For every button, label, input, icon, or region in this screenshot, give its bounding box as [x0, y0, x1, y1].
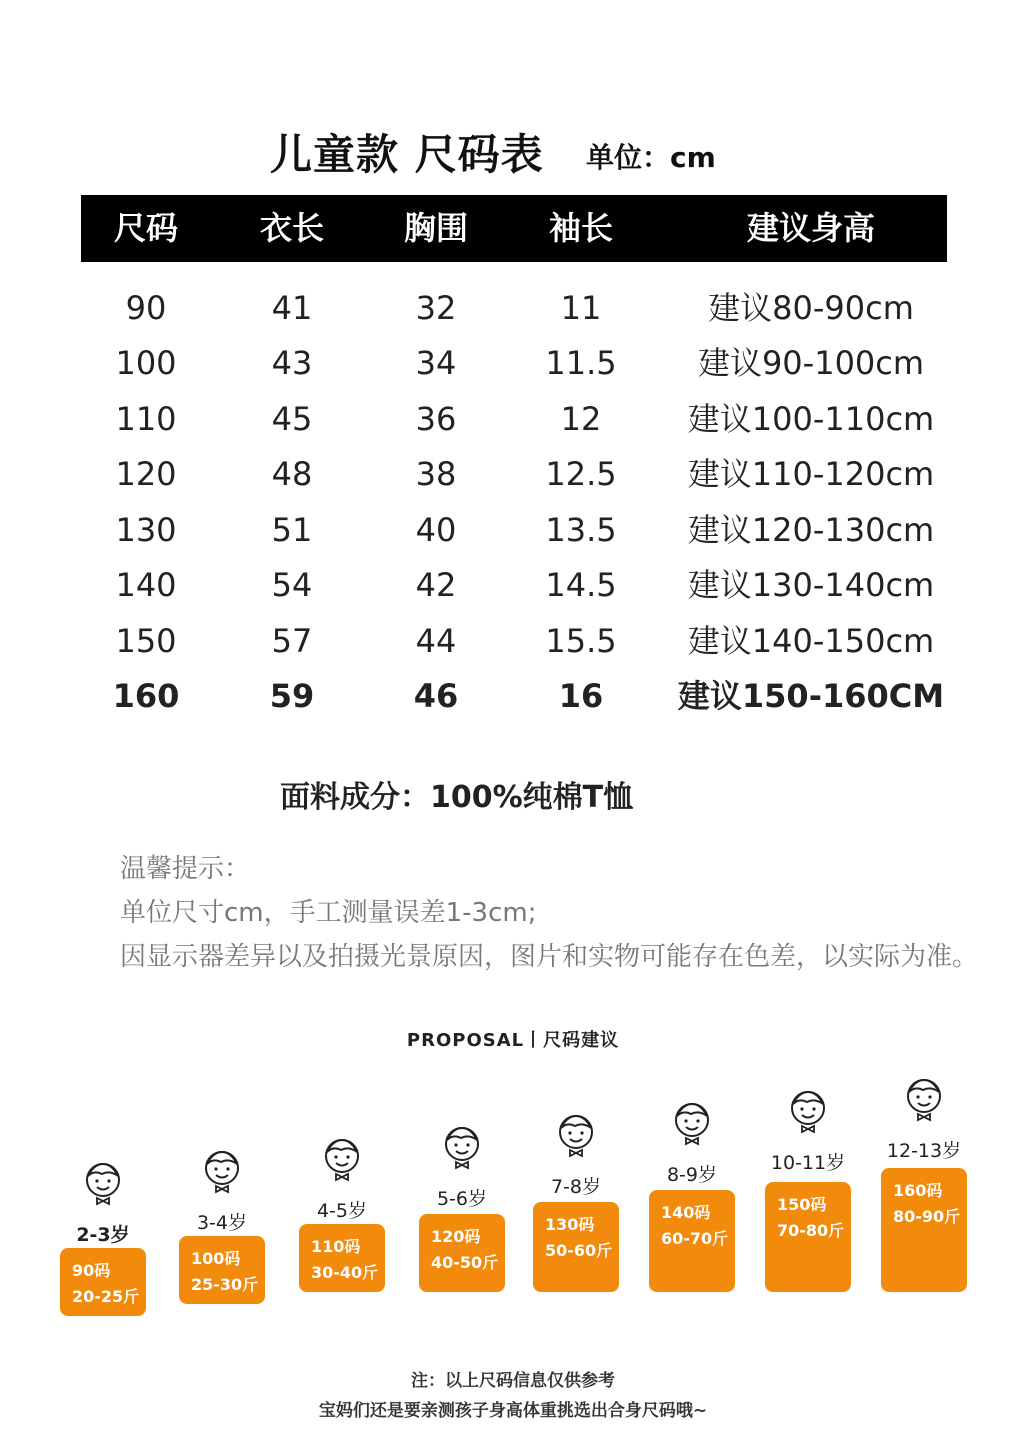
- header-length: 衣长: [259, 209, 324, 247]
- child-face-icon: [319, 1136, 365, 1182]
- note-line-1: 注：以上尺码信息仅供参考: [411, 1371, 615, 1391]
- weight-label: 50-60斤: [545, 1241, 613, 1260]
- age-label: 10-11岁: [770, 1152, 846, 1174]
- cell-sleeve: 11.5: [545, 344, 617, 382]
- cell-sleeve: 14.5: [545, 566, 617, 604]
- cell-sleeve: 13.5: [545, 511, 617, 549]
- child-face-icon: [553, 1112, 599, 1158]
- cell-size: 160: [112, 677, 180, 715]
- size-label: 90码: [72, 1261, 111, 1280]
- cell-length: 43: [271, 344, 313, 382]
- child-face-icon: [199, 1148, 245, 1194]
- cell-height: 建议140-150cm: [687, 622, 935, 660]
- header-sleeve: 袖长: [548, 209, 613, 247]
- table-row: [81, 669, 947, 724]
- child-face-icon: [669, 1100, 715, 1146]
- header-chest: 胸围: [403, 209, 468, 247]
- size-badge: [419, 1214, 505, 1292]
- cell-height: 建议90-100cm: [697, 344, 925, 382]
- page-title: 儿童款 尺码表: [270, 130, 544, 179]
- cell-length: 45: [271, 400, 313, 438]
- size-label: 140码: [661, 1203, 711, 1222]
- size-badge: [299, 1224, 385, 1292]
- cell-sleeve: 12.5: [545, 455, 617, 493]
- size-label: 130码: [545, 1215, 595, 1234]
- tips-title: 温馨提示：: [120, 854, 251, 884]
- size-badge: [60, 1248, 146, 1316]
- age-label: 5-6岁: [436, 1188, 488, 1210]
- cell-height: 建议150-160CM: [677, 677, 945, 715]
- cell-size: 120: [115, 455, 177, 493]
- cell-length: 41: [271, 289, 313, 327]
- cell-chest: 44: [415, 622, 457, 660]
- size-badge: [533, 1202, 619, 1292]
- size-label: 150码: [777, 1195, 827, 1214]
- cell-size: 110: [115, 400, 177, 438]
- cell-chest: 42: [415, 566, 457, 604]
- table-row: [81, 503, 947, 558]
- cell-length: 51: [271, 511, 313, 549]
- table-row: [81, 392, 947, 447]
- cell-length: 59: [269, 677, 315, 715]
- cell-length: 48: [271, 455, 313, 493]
- size-badge: [179, 1236, 265, 1304]
- cell-sleeve: 16: [558, 677, 604, 715]
- size-label: 100码: [191, 1249, 241, 1268]
- age-label: 8-9岁: [666, 1164, 718, 1186]
- table-row: [81, 558, 947, 613]
- weight-label: 25-30斤: [191, 1275, 259, 1294]
- cell-sleeve: 12: [560, 400, 602, 438]
- weight-label: 70-80斤: [777, 1221, 845, 1240]
- size-label: 160码: [893, 1181, 943, 1200]
- cell-sleeve: 15.5: [545, 622, 617, 660]
- note-line-2: 宝妈们还是要亲测孩子身高体重挑选出合身尺码哦~: [318, 1401, 708, 1421]
- cell-chest: 40: [415, 511, 457, 549]
- age-label: 3-4岁: [196, 1212, 248, 1234]
- child-face-icon: [785, 1088, 831, 1134]
- child-face-icon: [439, 1124, 485, 1170]
- tips-line-2: 因显示器差异以及拍摄光景原因，图片和实物可能存在色差，以实际为准。: [120, 942, 979, 972]
- age-label: 12-13岁: [886, 1140, 962, 1162]
- cell-size: 140: [115, 566, 177, 604]
- cell-height: 建议120-130cm: [687, 511, 935, 549]
- table-row: [81, 281, 947, 336]
- cell-height: 建议100-110cm: [687, 400, 935, 438]
- size-badge: [881, 1168, 967, 1292]
- weight-label: 80-90斤: [893, 1207, 961, 1226]
- table-row: [81, 614, 947, 669]
- weight-label: 30-40斤: [311, 1263, 379, 1282]
- header-size: 尺码: [113, 209, 178, 247]
- header-height: 建议身高: [746, 209, 875, 247]
- cell-height: 建议110-120cm: [687, 455, 935, 493]
- age-label: 7-8岁: [550, 1176, 602, 1198]
- cell-chest: 34: [415, 344, 457, 382]
- cell-size: 130: [115, 511, 177, 549]
- proposal-title: PROPOSAL丨尺码建议: [406, 1030, 620, 1051]
- age-label: 4-5岁: [316, 1200, 368, 1222]
- cell-length: 54: [271, 566, 313, 604]
- weight-label: 60-70斤: [661, 1229, 729, 1248]
- cell-sleeve: 11: [560, 289, 602, 327]
- table-row: [81, 336, 947, 391]
- cell-size: 150: [115, 622, 177, 660]
- fabric-composition: 面料成分：100%纯棉T恤: [280, 780, 634, 815]
- cell-chest: 38: [415, 455, 457, 493]
- table-row: [81, 447, 947, 502]
- cell-size: 100: [115, 344, 177, 382]
- size-label: 110码: [311, 1237, 361, 1256]
- child-face-icon: [901, 1076, 947, 1122]
- table-header: [81, 195, 947, 262]
- cell-chest: 46: [413, 677, 459, 715]
- child-face-icon: [80, 1160, 126, 1206]
- tips-line-1: 单位尺寸cm，手工测量误差1-3cm;: [120, 898, 537, 928]
- title-row: [0, 122, 1026, 182]
- size-badge: [765, 1182, 851, 1292]
- weight-label: 20-25斤: [72, 1287, 140, 1306]
- cell-height: 建议130-140cm: [687, 566, 935, 604]
- weight-label: 40-50斤: [431, 1253, 499, 1272]
- cell-chest: 36: [415, 400, 457, 438]
- cell-length: 57: [271, 622, 313, 660]
- size-label: 120码: [431, 1227, 481, 1246]
- cell-chest: 32: [415, 289, 457, 327]
- cell-size: 90: [125, 289, 167, 327]
- unit-label: 单位：cm: [586, 141, 716, 174]
- size-badge: [649, 1190, 735, 1292]
- cell-height: 建议80-90cm: [708, 289, 914, 327]
- age-label: 2-3岁: [76, 1224, 130, 1246]
